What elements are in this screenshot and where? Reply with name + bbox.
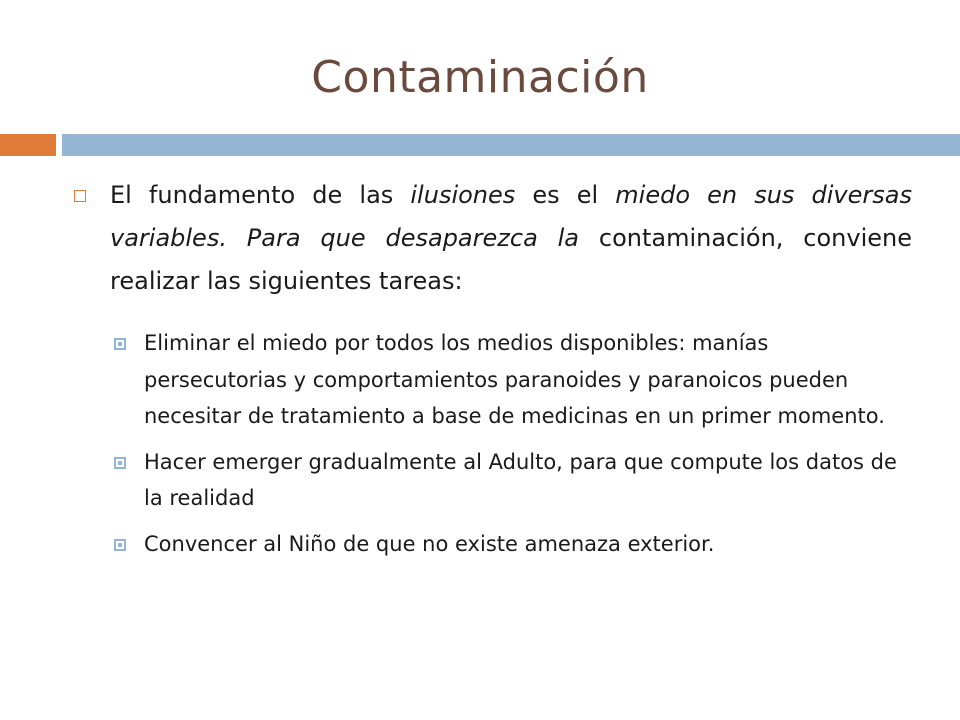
sub-bullet-list: [72, 325, 912, 562]
spacer: [72, 517, 912, 526]
sub-bullet-text: Hacer emerger gradualmente al Adulto, para que compute los datos de la realidad: [144, 449, 897, 510]
main-point-text-2: es el: [515, 181, 616, 209]
title-accent-bar-blue: [62, 134, 960, 156]
sub-bullet-item: [72, 444, 912, 517]
sub-bullet-text: Convencer al Niño de que no existe amenaza exterior.: [144, 531, 715, 556]
main-point-text-1: El fundamento de las: [110, 181, 411, 209]
square-bullet-icon: [114, 338, 126, 350]
slide-content: [72, 174, 912, 562]
square-bullet-icon: [114, 539, 126, 551]
sub-bullet-item: [72, 526, 912, 563]
hollow-square-bullet-icon: [74, 190, 86, 202]
title-accent-bar-orange: [0, 134, 56, 156]
spacer: [72, 435, 912, 444]
main-point-text-3: contaminación, conviene realizar las siguientes tareas:: [110, 224, 912, 295]
square-bullet-icon: [114, 457, 126, 469]
main-bullet-point: [72, 174, 912, 303]
main-point-italic-2: miedo en sus diversas variables. Para que desaparezca la: [110, 181, 912, 252]
sub-bullet-text: Eliminar el miedo por todos los medios disponibles: manías persecutorias y comportamientos paranoides y paranoicos pueden necesitar de tratamiento a base de medicinas en un primer momento.: [144, 331, 885, 428]
slide-title: Contaminación: [311, 52, 649, 103]
main-point-italic-1: ilusiones: [410, 181, 516, 209]
sub-bullet-item: [72, 325, 912, 435]
